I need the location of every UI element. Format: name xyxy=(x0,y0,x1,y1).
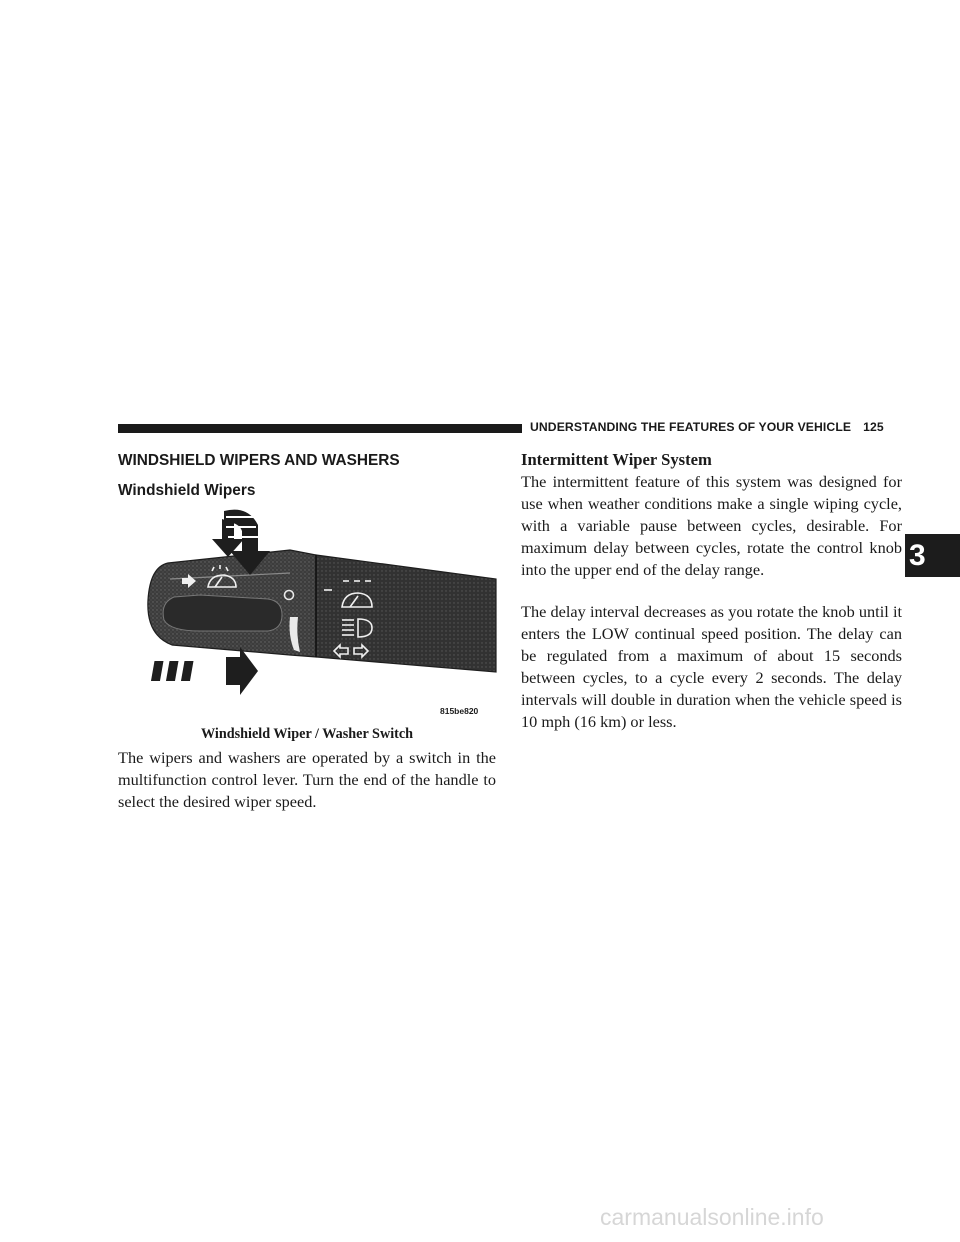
header-rule xyxy=(118,424,522,433)
chapter-tab[interactable]: 3 xyxy=(905,534,960,577)
running-title: UNDERSTANDING THE FEATURES OF YOUR VEHICLE xyxy=(530,420,852,434)
intermittent-title: Intermittent Wiper System xyxy=(521,450,712,469)
intermittent-paragraph-2: The delay interval decreases as you rotate the knob until it enters the LOW continual speed position. The delay can be regulated from a maximum of about 15 seconds between cycles, to a cycle every 2 seconds. The delay intervals will double in duration when the vehicle speed is 10 mph (16 km) or less. xyxy=(521,602,902,731)
forward-arrow-icon xyxy=(151,647,258,695)
wiper-switch-illustration xyxy=(140,505,500,719)
page-number: 125 xyxy=(863,420,884,434)
running-header xyxy=(530,420,902,434)
watermark: carmanualsonline.info xyxy=(600,1204,824,1230)
figure-code: 815be820 xyxy=(440,706,479,716)
intermittent-paragraph-1: The intermittent feature of this system was designed for use when weather conditions make a single wiping cycle, with a variable pause between cycles, desirable. For maximum delay between cycles, rotate the control knob into the upper end of the delay range. xyxy=(521,472,902,579)
wipers-intro-paragraph: The wipers and washers are operated by a switch in the multifunction control lever. Turn the end of the handle to select the desired wiper speed. xyxy=(118,748,496,811)
control-lever xyxy=(148,550,496,672)
section-title: WINDSHIELD WIPERS AND WASHERS xyxy=(118,452,400,469)
subsection-title: Windshield Wipers xyxy=(118,482,256,499)
figure-caption: Windshield Wiper / Washer Switch xyxy=(200,726,414,742)
